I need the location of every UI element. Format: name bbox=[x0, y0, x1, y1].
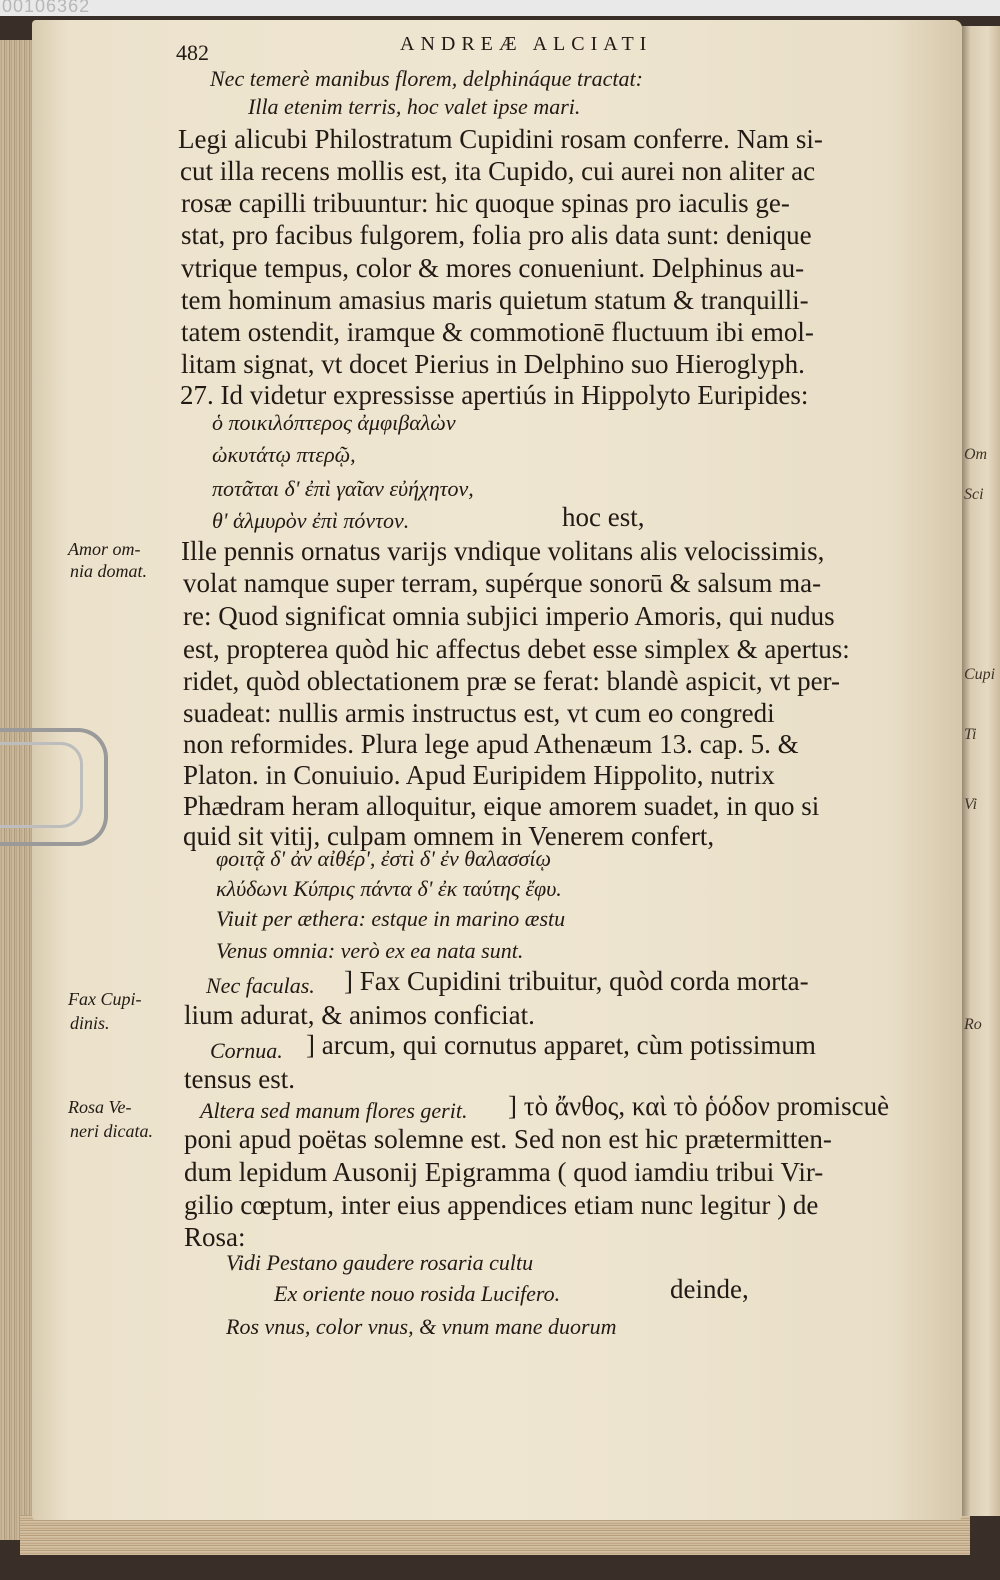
text-line: non reformides. Plura lege apud Athenæum 13. cap. 5. & bbox=[183, 729, 799, 759]
text-line: hoc est, bbox=[562, 502, 645, 532]
text-line: Phædram heram alloquitur, eique amorem suadet, in quo si bbox=[183, 791, 820, 821]
text-line: Venus omnia: verò ex ea nata sunt. bbox=[216, 938, 524, 963]
facing-page bbox=[958, 26, 1000, 1516]
text-line: rosæ capilli tribuuntur: hic quoque spinas pro iaculis ge- bbox=[181, 188, 790, 218]
text-line: ] arcum, qui cornutus apparet, cùm potissimum bbox=[306, 1030, 816, 1060]
text-line: re: Quod significat omnia subjici imperio Amoris, qui nudus bbox=[183, 601, 835, 631]
text-line: dum lepidum Ausonij Epigramma ( quod iamdiu tribui Vir- bbox=[184, 1157, 824, 1187]
facing-fragment: Vi bbox=[964, 796, 978, 813]
margin-note: dinis. bbox=[70, 1013, 110, 1033]
page-edges-bottom bbox=[20, 1515, 970, 1555]
verse-line: Ex oriente nouo rosida Lucifero. bbox=[274, 1281, 561, 1306]
margin-note: nia domat. bbox=[70, 561, 148, 581]
text-line: Legi alicubi Philostratum Cupidini rosam conferre. Nam si- bbox=[178, 124, 823, 154]
text-line: tem hominum amasius maris quietum statum & tranquilli- bbox=[181, 285, 809, 315]
running-title: ANDREÆ ALCIATI bbox=[400, 33, 653, 55]
text-line: deinde, bbox=[670, 1274, 749, 1304]
text-line: lium adurat, & animos conficiat. bbox=[184, 1000, 535, 1030]
greek-line: ὠκυτάτῳ πτερῷ, bbox=[212, 442, 356, 467]
margin-note: Fax Cupi- bbox=[68, 989, 142, 1009]
text-line: gilio cœptum, inter eius appendices etiam nunc legitur ) de bbox=[184, 1190, 819, 1220]
facing-fragment: Ro bbox=[964, 1016, 982, 1033]
text-line: ] Fax Cupidini tribuitur, quòd corda morta- bbox=[344, 966, 809, 996]
text-line: vtrique tempus, color & mores conueniunt. Delphinus au- bbox=[181, 253, 805, 283]
greek-line: ποτᾶται δ' ἐπὶ γαῖαν εὐήχητον, bbox=[212, 476, 474, 501]
facing-fragment: Ti bbox=[964, 726, 977, 743]
text-line: est, propterea quòd hic affectus debet esse simplex & apertus: bbox=[183, 634, 850, 664]
text-line: Rosa: bbox=[184, 1222, 246, 1252]
greek-line: κλύδωνι Κύπρις πάντα δ' ἐκ ταύτης ἔφυ. bbox=[216, 876, 562, 901]
text-line: cut illa recens mollis est, ita Cupido, cui aurei non aliter ac bbox=[180, 156, 816, 186]
text-line: quid sit vitij, culpam omnem in Venerem confert, bbox=[183, 821, 715, 851]
text-line: suadeat: nullis armis instructus est, vt cum eo congredi bbox=[183, 698, 775, 728]
paper-clip-inner bbox=[0, 742, 83, 828]
text-line: tatem ostendit, iramque & commotionē fluctuum ibi emol- bbox=[181, 317, 814, 347]
greek-line: φοιτᾷ δ' ἀν αἰθέρ', ἐστὶ δ' ἐν θαλασσίῳ bbox=[216, 846, 551, 871]
greek-line: ὁ ποικιλόπτερος ἀμφιβαλὼν bbox=[212, 410, 456, 435]
scan-header-strip bbox=[0, 0, 1000, 16]
text-line: tensus est. bbox=[184, 1064, 295, 1094]
facing-fragment: Cupi bbox=[964, 666, 996, 683]
text-line: 27. Id videtur expressisse apertiús in Hippolyto Euripides: bbox=[180, 380, 809, 410]
text-line: Nec temerè manibus florem, delphináque tractat: bbox=[210, 66, 643, 91]
text-line: litam signat, vt docet Pierius in Delphino suo Hieroglyph. bbox=[181, 349, 805, 379]
text-line: Platon. in Conuiuio. Apud Euripidem Hippolito, nutrix bbox=[183, 760, 775, 790]
margin-note: Amor om- bbox=[68, 539, 141, 559]
verse-line: Vidi Pestano gaudere rosaria cultu bbox=[226, 1250, 534, 1275]
facing-fragment: Sci bbox=[964, 486, 984, 503]
lemma: Cornua. bbox=[210, 1038, 283, 1063]
text-line: Viuit per æthera: estque in marino æstu bbox=[216, 906, 566, 931]
verse-line: Ros vnus, color vnus, & vnum mane duorum bbox=[226, 1314, 617, 1339]
page-number: 482 bbox=[176, 40, 209, 65]
text-line: volat namque super terram, supérque sonorū & salsum ma- bbox=[183, 568, 822, 598]
margin-note: Rosa Ve- bbox=[68, 1097, 132, 1117]
lemma: Altera sed manum flores gerit. bbox=[200, 1098, 468, 1123]
scan-id: 00106362 bbox=[2, 0, 91, 16]
margin-note: neri dicata. bbox=[70, 1121, 153, 1141]
text-line: poni apud poëtas solemne est. Sed non est hic prætermitten- bbox=[184, 1124, 832, 1154]
facing-fragment: Om bbox=[964, 446, 988, 463]
text-line: Ille pennis ornatus varijs vndique volitans alis velocissimis, bbox=[181, 536, 825, 566]
lemma: Nec faculas. bbox=[206, 973, 315, 998]
text-line: stat, pro facibus fulgorem, folia pro alis data sunt: denique bbox=[181, 220, 812, 250]
greek-line: θ' ἁλμυρὸν ἐπὶ πόντον. bbox=[212, 508, 410, 533]
text-line: ridet, quòd oblectationem præ se ferat: blandè aspicit, vt per- bbox=[183, 666, 840, 696]
text-line: ] τὸ ἄνθος, καὶ τὸ ῥόδον promiscuè bbox=[508, 1091, 890, 1121]
text-line: Illa etenim terris, hoc valet ipse mari. bbox=[248, 94, 581, 119]
